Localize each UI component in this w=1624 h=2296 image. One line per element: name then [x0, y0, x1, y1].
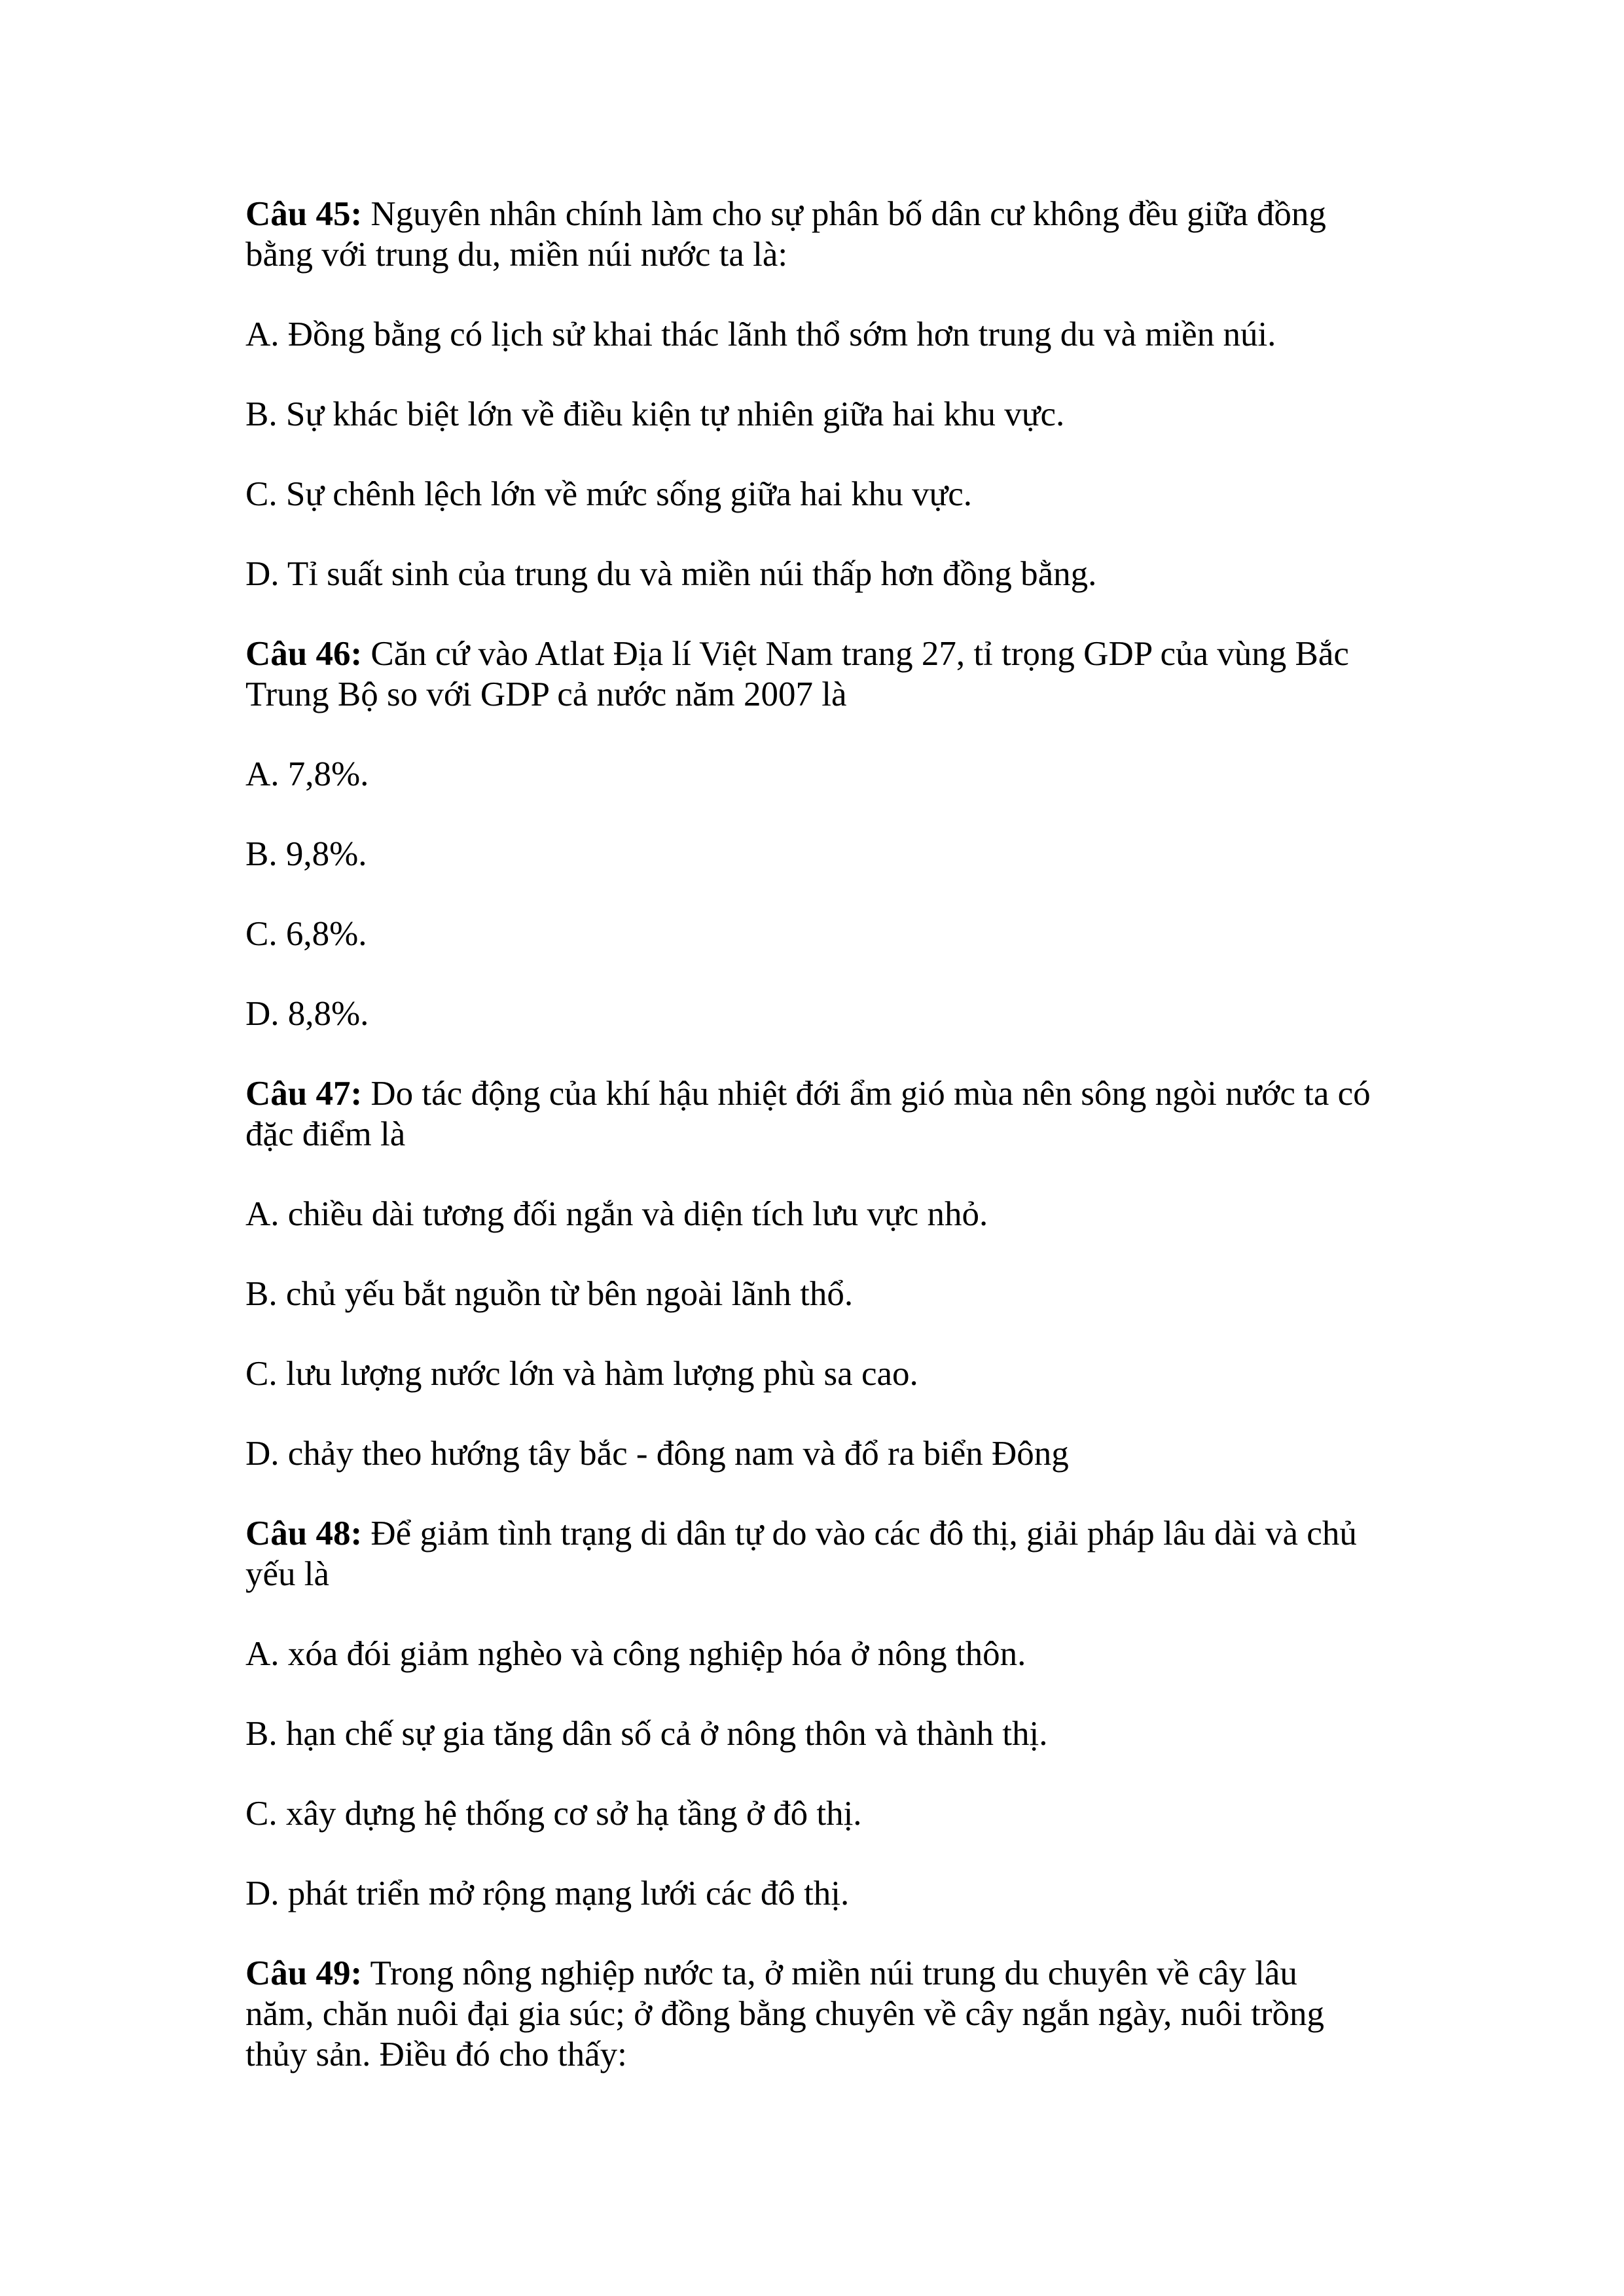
- question-45-option-d: D. Tỉ suất sinh của trung du và miền núi thấp hơn đồng bằng.: [245, 555, 1097, 593]
- question-48-option-d: D. phát triển mở rộng mạng lưới các đô thị.: [245, 1874, 850, 1912]
- question-45: [245, 194, 1371, 275]
- question-46-option-a: A. 7,8%.: [245, 755, 369, 793]
- question-46-option-d: D. 8,8%.: [245, 995, 369, 1033]
- question-text: Căn cứ vào Atlat Địa lí Việt Nam trang 27, tỉ trọng GDP của vùng Bắc Trung Bộ so với GDP cả nước năm 2007 là: [245, 635, 1349, 713]
- question-49: [245, 1953, 1371, 2075]
- question-label: Câu 48:: [245, 1515, 363, 1552]
- question-text: Trong nông nghiệp nước ta, ở miền núi trung du chuyên về cây lâu năm, chăn nuôi đại gia súc; ở đồng bằng chuyên về cây ngắn ngày, nuôi trồng thủy sản. Điều đó cho thấy:: [245, 1954, 1325, 2073]
- question-text: Để giảm tình trạng di dân tự do vào các đô thị, giải pháp lâu dài và chủ yếu là: [245, 1515, 1357, 1593]
- question-46-option-c: C. 6,8%.: [245, 915, 367, 953]
- question-47-option-b: B. chủ yếu bắt nguồn từ bên ngoài lãnh thổ.: [245, 1275, 854, 1313]
- question-45-option-b: B. Sự khác biệt lớn về điều kiện tự nhiên giữa hai khu vực.: [245, 395, 1065, 433]
- question-47: [245, 1073, 1371, 1155]
- question-label: Câu 47:: [245, 1075, 363, 1113]
- question-text: Nguyên nhân chính làm cho sự phân bố dân cư không đều giữa đồng bằng với trung du, miền núi nước ta là:: [245, 195, 1326, 274]
- question-46-option-b: B. 9,8%.: [245, 835, 367, 873]
- question-label: Câu 45:: [245, 195, 363, 233]
- question-47-option-a: A. chiều dài tương đối ngắn và diện tích lưu vực nhỏ.: [245, 1195, 988, 1233]
- question-45-option-a: A. Đồng bằng có lịch sử khai thác lãnh thổ sớm hơn trung du và miền núi.: [245, 315, 1276, 353]
- question-46: [245, 634, 1371, 715]
- question-label: Câu 49:: [245, 1954, 363, 1992]
- question-48-option-b: B. hạn chế sự gia tăng dân số cả ở nông thôn và thành thị.: [245, 1715, 1048, 1753]
- question-45-option-c: C. Sự chênh lệch lớn về mức sống giữa hai khu vực.: [245, 475, 972, 513]
- document-page: [245, 194, 1371, 2114]
- question-47-option-c: C. lưu lượng nước lớn và hàm lượng phù sa cao.: [245, 1355, 918, 1393]
- question-48: [245, 1513, 1371, 1594]
- question-48-option-c: C. xây dựng hệ thống cơ sở hạ tầng ở đô thị.: [245, 1795, 862, 1833]
- question-text: Do tác động của khí hậu nhiệt đới ẩm gió mùa nên sông ngòi nước ta có đặc điểm là: [245, 1075, 1371, 1153]
- question-47-option-d: D. chảy theo hướng tây bắc - đông nam và đổ ra biển Đông: [245, 1435, 1069, 1473]
- question-48-option-a: A. xóa đói giảm nghèo và công nghiệp hóa ở nông thôn.: [245, 1635, 1026, 1673]
- question-label: Câu 46:: [245, 635, 363, 673]
